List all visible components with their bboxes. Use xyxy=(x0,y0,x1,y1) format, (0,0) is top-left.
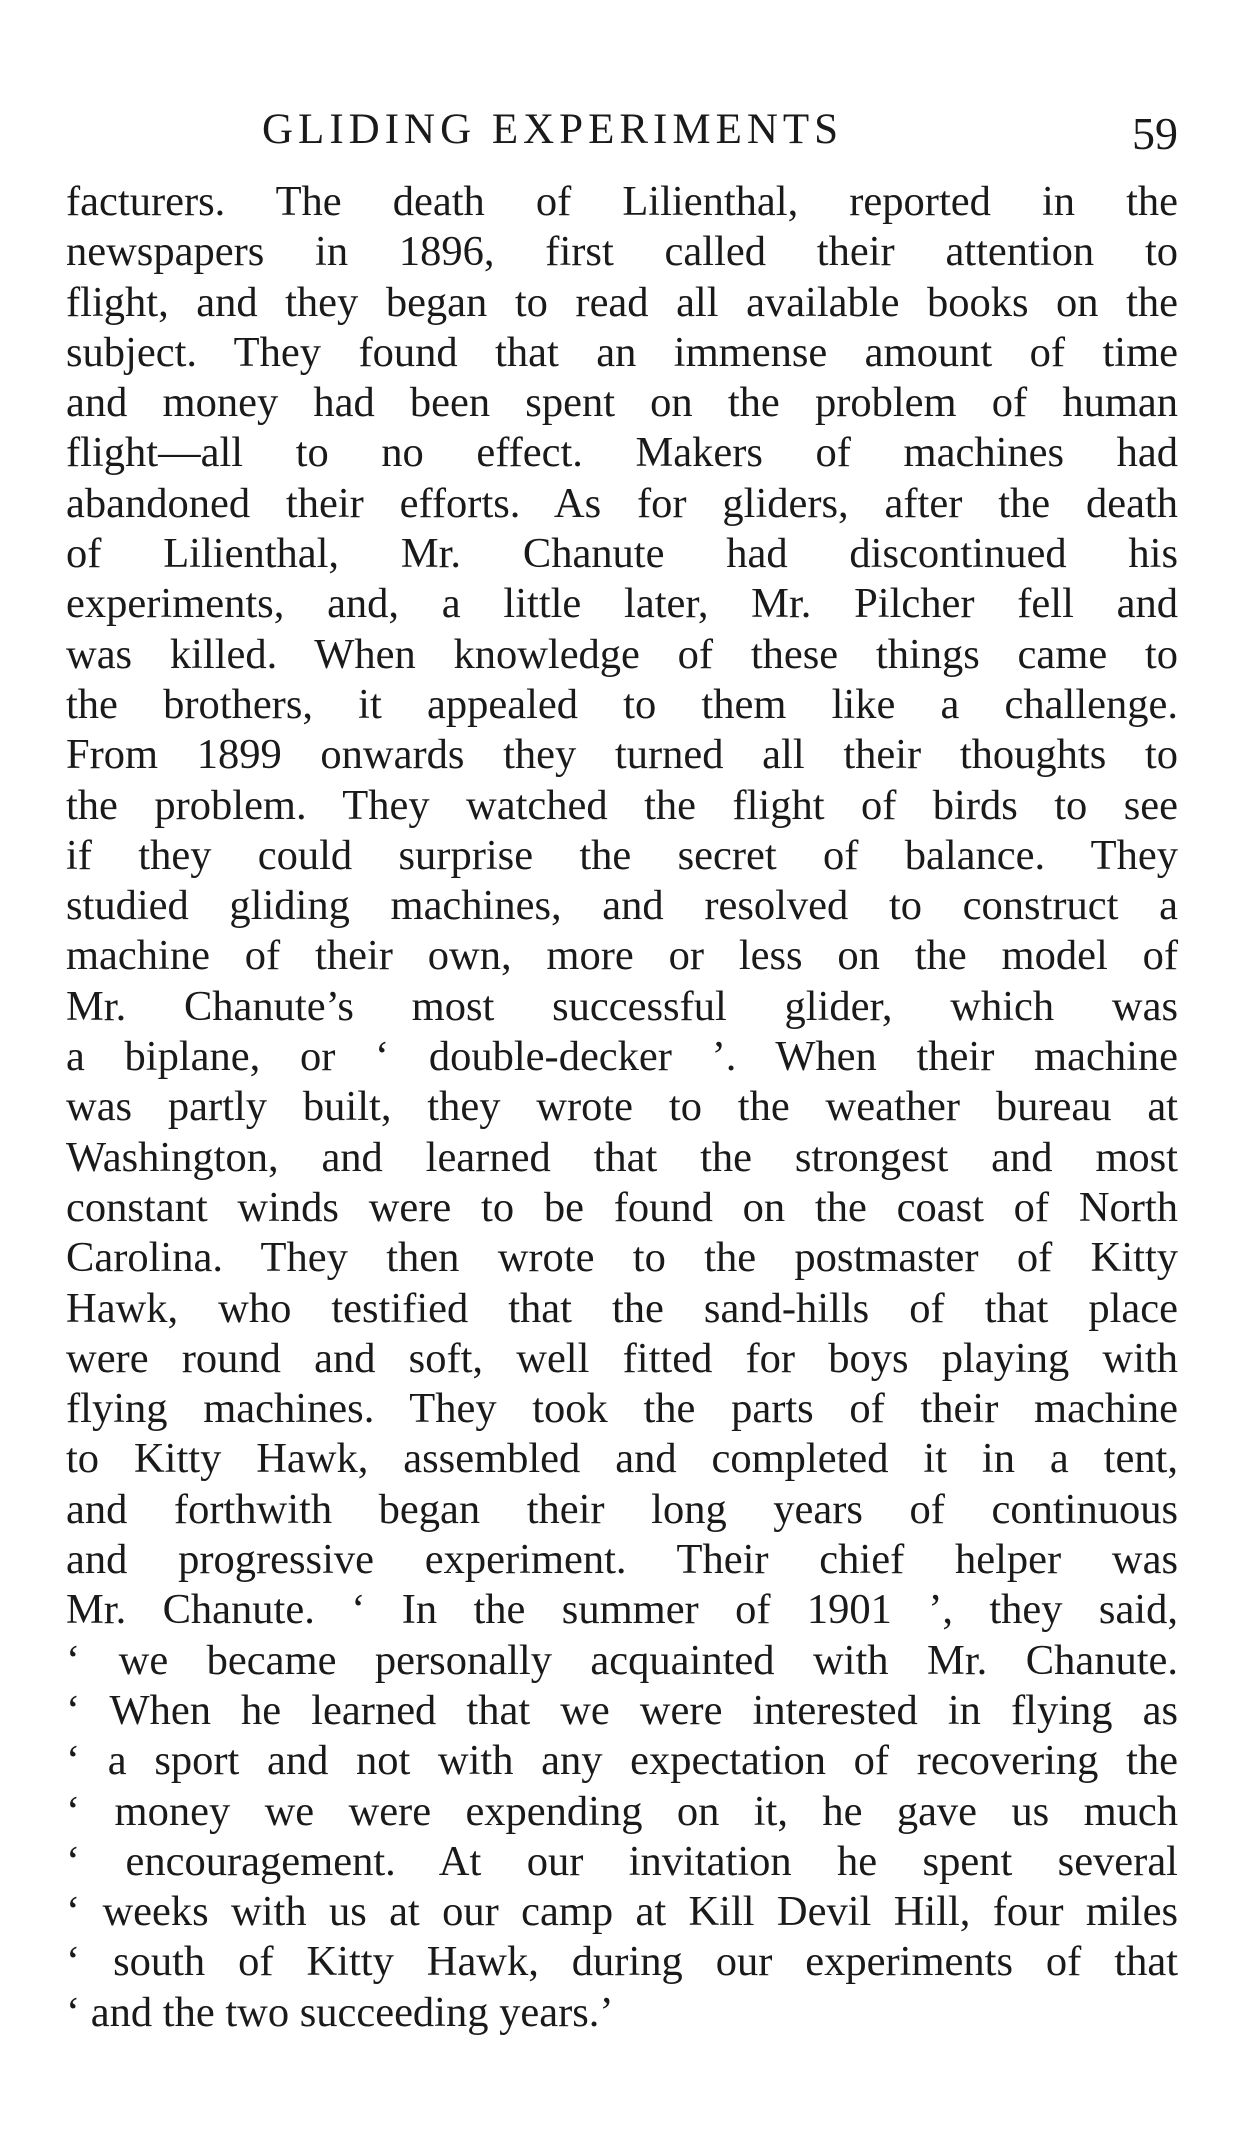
text-line: newspapers in 1896, first called their attention to xyxy=(66,228,1178,276)
text-line: ‘ When he learned that we were interested in flying as xyxy=(66,1686,1178,1734)
text-line: Mr. Chanute. ‘ In the summer of 1901 ’, they said, xyxy=(66,1586,1178,1634)
text-line: were round and soft, well fitted for boys playing with xyxy=(66,1334,1178,1382)
text-line: if they could surprise the secret of balance. They xyxy=(66,831,1178,879)
text-line: the problem. They watched the flight of birds to see xyxy=(66,781,1178,829)
text-line: ‘ weeks with us at our camp at Kill Devil Hill, four miles xyxy=(66,1888,1178,1936)
page-number: 59 xyxy=(1132,108,1178,159)
text-line: Hawk, who testified that the sand-hills of that place xyxy=(66,1284,1178,1332)
text-line: Carolina. They then wrote to the postmaster of Kitty xyxy=(66,1234,1178,1282)
text-line: flight, and they began to read all available books on the xyxy=(66,278,1178,326)
text-line: to Kitty Hawk, assembled and completed it in a tent, xyxy=(66,1435,1178,1483)
text-line: the brothers, it appealed to them like a challenge. xyxy=(66,680,1178,728)
text-line: flying machines. They took the parts of their machine xyxy=(66,1385,1178,1433)
text-line: ‘ we became personally acquainted with Mr. Chanute. xyxy=(66,1636,1178,1684)
text-line: a biplane, or ‘ double-decker ’. When their machine xyxy=(66,1033,1178,1081)
text-line: ‘ a sport and not with any expectation of recovering the xyxy=(66,1737,1178,1785)
text-line: and progressive experiment. Their chief helper was xyxy=(66,1536,1178,1584)
text-line: Washington, and learned that the strongest and most xyxy=(66,1133,1178,1181)
text-line: constant winds were to be found on the coast of North xyxy=(66,1183,1178,1231)
text-line: ‘ encouragement. At our invitation he spent several xyxy=(66,1837,1178,1885)
text-line: was partly built, they wrote to the weather bureau at xyxy=(66,1083,1178,1131)
text-line: and money had been spent on the problem of human xyxy=(66,379,1178,427)
text-line: facturers. The death of Lilienthal, reported in the xyxy=(66,178,1178,225)
running-head xyxy=(66,100,1178,160)
text-line: and forthwith began their long years of continuous xyxy=(66,1485,1178,1533)
text-line: studied gliding machines, and resolved to construct a xyxy=(66,882,1178,930)
text-line: of Lilienthal, Mr. Chanute had discontinued his xyxy=(66,530,1178,578)
text-line: ‘ and the two succeeding years.’ xyxy=(66,1988,614,2036)
text-line: ‘ money we were expending on it, he gave us much xyxy=(66,1787,1178,1835)
text-line: subject. They found that an immense amount of time xyxy=(66,328,1178,376)
text-line: abandoned their efforts. As for gliders, after the death xyxy=(66,479,1178,527)
text-line: flight—all to no effect. Makers of machines had xyxy=(66,429,1178,477)
running-title: GLIDING EXPERIMENTS xyxy=(262,106,844,153)
text-line: experiments, and, a little later, Mr. Pilcher fell and xyxy=(66,580,1178,628)
text-line: machine of their own, more or less on the model of xyxy=(66,932,1178,980)
text-line: ‘ south of Kitty Hawk, during our experiments of that xyxy=(66,1938,1178,1986)
text-line: Mr. Chanute’s most successful glider, which was xyxy=(66,982,1178,1030)
text-line: From 1899 onwards they turned all their thoughts to xyxy=(66,731,1178,779)
body-text xyxy=(66,177,1178,2038)
text-line: was killed. When knowledge of these things came to xyxy=(66,630,1178,678)
